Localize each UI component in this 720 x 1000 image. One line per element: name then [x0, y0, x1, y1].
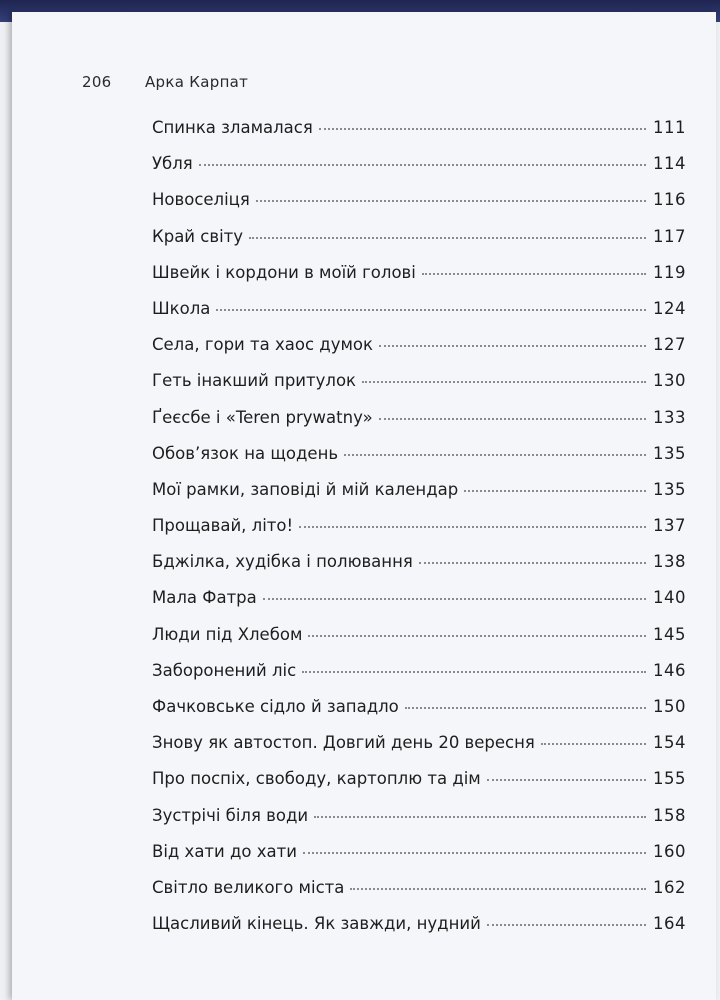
- page-number: 206: [82, 73, 112, 91]
- toc-entry-title: Знову як автостоп. Довгий день 20 вересня: [152, 733, 535, 753]
- toc-entry-title: Мої рамки, заповіді й мій календар: [152, 479, 459, 499]
- toc-entry: [152, 118, 686, 154]
- dot-leader: [249, 237, 646, 239]
- toc-entry-title: Новоселіця: [152, 190, 250, 210]
- toc-entry-page: 158: [653, 805, 686, 825]
- toc-entry: [152, 480, 686, 516]
- toc-entry-page: 154: [653, 733, 686, 753]
- toc-entry-title: Ґеєсбе і «Teren prywatny»: [152, 407, 373, 427]
- dot-leader: [362, 381, 646, 383]
- dot-leader: [344, 454, 646, 456]
- toc-entry-page: 150: [653, 697, 686, 716]
- dot-leader: [379, 345, 646, 347]
- dot-leader: [199, 164, 646, 166]
- toc-entry: [152, 588, 686, 624]
- toc-entry-page: 164: [653, 914, 686, 934]
- toc-entry-page: 140: [653, 588, 686, 608]
- toc-entry-page: 145: [653, 624, 686, 644]
- toc-entry-title: Про поспіх, свободу, картоплю та дім: [152, 769, 481, 789]
- toc-entry: [152, 371, 686, 407]
- dot-leader: [319, 128, 646, 130]
- dot-leader: [350, 888, 646, 890]
- toc-entry-title: Люди під Хлебом: [152, 624, 303, 644]
- toc-entry-title: Школа: [152, 298, 211, 318]
- dot-leader: [314, 816, 646, 818]
- toc-entry: [152, 806, 686, 842]
- dot-leader: [216, 309, 646, 311]
- toc-entry-page: 137: [653, 516, 686, 536]
- toc-entry: [152, 190, 686, 226]
- toc-entry-title: Світло великого міста: [152, 877, 345, 897]
- toc-entry: [152, 733, 686, 769]
- dot-leader: [422, 273, 646, 275]
- dot-leader: [487, 779, 646, 781]
- toc-entry: [152, 552, 686, 588]
- toc-entry-title: Швейк і кордони в моїй голові: [152, 262, 416, 282]
- dot-leader: [263, 598, 646, 600]
- toc-entry: [152, 408, 686, 444]
- toc-entry: [152, 154, 686, 190]
- toc-entry: [152, 914, 686, 950]
- toc-entry: [152, 335, 686, 371]
- toc-entry-page: 146: [653, 660, 686, 680]
- toc-entry-title: Обов’язок на щодень: [152, 443, 339, 463]
- table-of-contents: [152, 118, 686, 950]
- toc-entry-page: 155: [653, 769, 686, 789]
- toc-entry: [152, 842, 686, 878]
- toc-entry-page: 135: [653, 443, 686, 463]
- book-page: [12, 12, 716, 1000]
- toc-entry-title: Фачковське сідло й западло: [152, 697, 399, 716]
- dot-leader: [464, 490, 646, 492]
- dot-leader: [419, 562, 646, 564]
- toc-entry-title: Щасливий кінець. Як завжди, нудний: [152, 914, 481, 934]
- toc-entry: [152, 516, 686, 552]
- toc-entry-title: Мала Фатра: [152, 588, 257, 608]
- toc-entry-title: Зустрічі біля води: [152, 805, 309, 825]
- toc-entry: [152, 661, 686, 697]
- toc-entry-title: Заборонений ліс: [152, 660, 297, 680]
- toc-entry-title: Від хати до хати: [152, 841, 297, 861]
- toc-entry-title: Спинка зламалася: [152, 118, 313, 137]
- toc-entry-page: 162: [653, 877, 686, 897]
- dot-leader: [487, 924, 646, 926]
- toc-entry-page: 117: [653, 226, 686, 246]
- toc-entry: [152, 227, 686, 263]
- toc-entry-title: Геть інакший притулок: [152, 371, 357, 391]
- toc-entry-title: Убля: [152, 154, 193, 174]
- toc-entry-page: 119: [653, 262, 686, 282]
- toc-entry-page: 160: [653, 841, 686, 861]
- dot-leader: [405, 707, 646, 709]
- toc-entry-page: 135: [653, 479, 686, 499]
- toc-entry-page: 138: [653, 552, 686, 572]
- toc-entry-title: Прощавай, літо!: [152, 516, 294, 536]
- toc-entry-page: 130: [653, 371, 686, 391]
- toc-entry-page: 111: [653, 118, 686, 137]
- toc-entry-title: Села, гори та хаос думок: [152, 335, 373, 355]
- toc-entry: [152, 878, 686, 914]
- dot-leader: [256, 200, 646, 202]
- toc-entry-page: 127: [653, 335, 686, 355]
- dot-leader: [541, 743, 646, 745]
- toc-entry: [152, 444, 686, 480]
- running-title: Арка Карпат: [145, 73, 249, 91]
- toc-entry: [152, 769, 686, 805]
- toc-entry-page: 114: [653, 154, 686, 174]
- dot-leader: [302, 671, 646, 673]
- dot-leader: [379, 418, 646, 420]
- toc-entry-page: 133: [653, 407, 686, 427]
- toc-entry-page: 124: [653, 298, 686, 318]
- toc-entry-title: Бджілка, худібка і полювання: [152, 552, 413, 572]
- toc-entry: [152, 625, 686, 661]
- toc-entry-page: 116: [653, 190, 686, 210]
- dot-leader: [308, 635, 646, 637]
- toc-entry: [152, 263, 686, 299]
- toc-entry-title: Край світу: [152, 226, 244, 246]
- dot-leader: [299, 526, 646, 528]
- toc-entry: [152, 697, 686, 733]
- dot-leader: [303, 852, 646, 854]
- toc-entry: [152, 299, 686, 335]
